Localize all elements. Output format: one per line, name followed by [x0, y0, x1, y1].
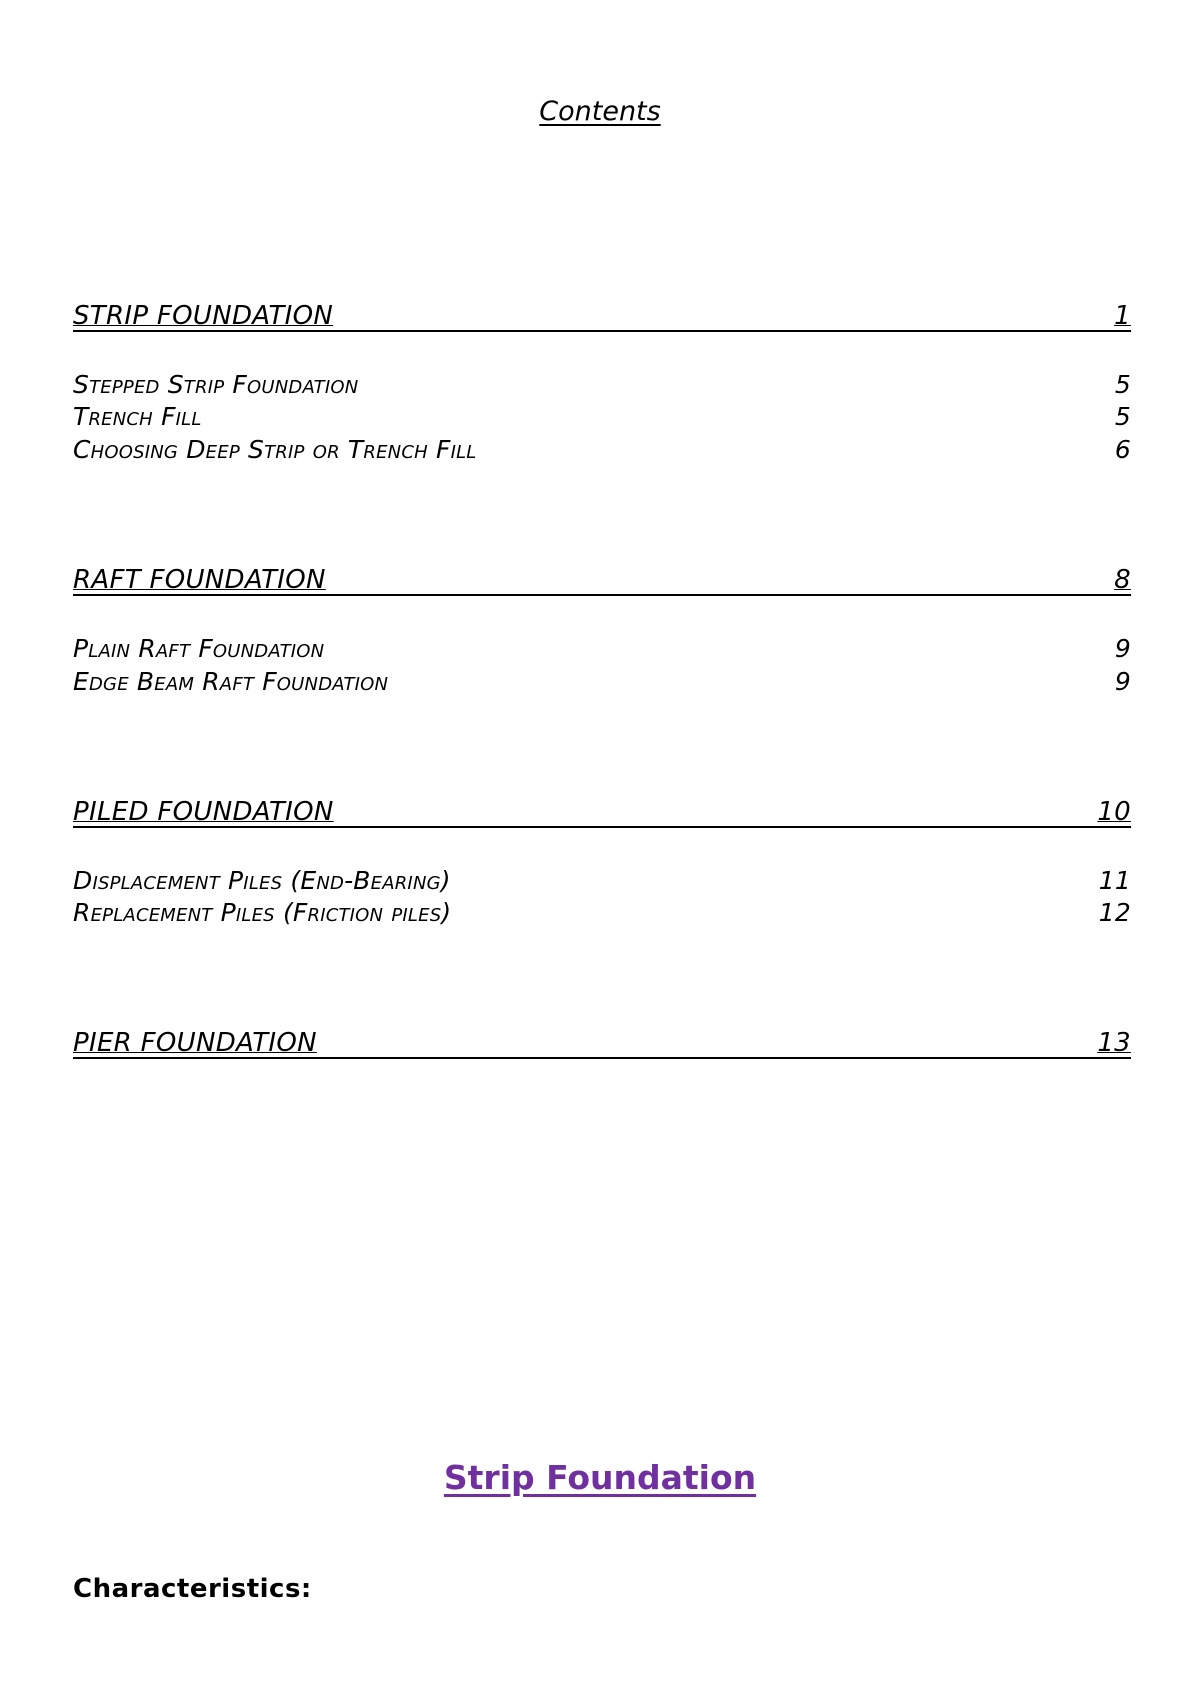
- toc-item-replacement-piles[interactable]: [73, 898, 1131, 930]
- characteristics-heading: Characteristics:: [73, 1574, 312, 1604]
- toc-item-page: 9: [1114, 634, 1131, 663]
- section-title: Strip Foundation: [443, 1458, 757, 1497]
- toc-heading-piled-foundation[interactable]: [73, 792, 1131, 828]
- toc-item-page: 12: [1098, 898, 1131, 927]
- toc-item-label: Replacement Piles (Friction piles): [73, 898, 452, 927]
- toc-item-page: 11: [1098, 866, 1131, 895]
- toc-heading-page: 10: [1097, 797, 1131, 827]
- toc-item-label: Choosing Deep Strip or Trench Fill: [73, 435, 477, 464]
- toc-item-edge-beam-raft-foundation[interactable]: [73, 667, 1131, 699]
- toc-item-label: Trench Fill: [73, 402, 202, 431]
- toc-item-page: 5: [1114, 402, 1131, 431]
- contents-title: Contents: [539, 96, 661, 127]
- toc-heading-page: 8: [1114, 565, 1131, 595]
- toc-heading-page: 1: [1114, 301, 1131, 331]
- toc-heading-label: STRIP FOUNDATION: [73, 301, 334, 331]
- toc-heading-page: 13: [1097, 1028, 1131, 1058]
- toc-heading-label: RAFT FOUNDATION: [73, 565, 326, 595]
- toc-item-page: 5: [1114, 370, 1131, 399]
- toc-item-stepped-strip-foundation[interactable]: [73, 370, 1131, 402]
- toc-heading-strip-foundation[interactable]: [73, 296, 1131, 332]
- toc-item-label: Edge Beam Raft Foundation: [73, 667, 389, 696]
- toc-item-displacement-piles[interactable]: [73, 866, 1131, 898]
- toc-heading-raft-foundation[interactable]: [73, 560, 1131, 596]
- toc-heading-pier-foundation[interactable]: [73, 1023, 1131, 1059]
- toc-item-label: Displacement Piles (End-Bearing): [73, 866, 451, 895]
- toc-item-page: 6: [1114, 435, 1131, 464]
- toc-item-plain-raft-foundation[interactable]: [73, 634, 1131, 666]
- toc-item-page: 9: [1114, 667, 1131, 696]
- toc-item-label: Plain Raft Foundation: [73, 634, 325, 663]
- toc-heading-label: PIER FOUNDATION: [73, 1028, 317, 1058]
- toc-heading-label: PILED FOUNDATION: [73, 797, 334, 827]
- toc-item-label: Stepped Strip Foundation: [73, 370, 359, 399]
- toc-item-trench-fill[interactable]: [73, 402, 1131, 434]
- toc-item-choosing-deep-strip[interactable]: [73, 435, 1131, 467]
